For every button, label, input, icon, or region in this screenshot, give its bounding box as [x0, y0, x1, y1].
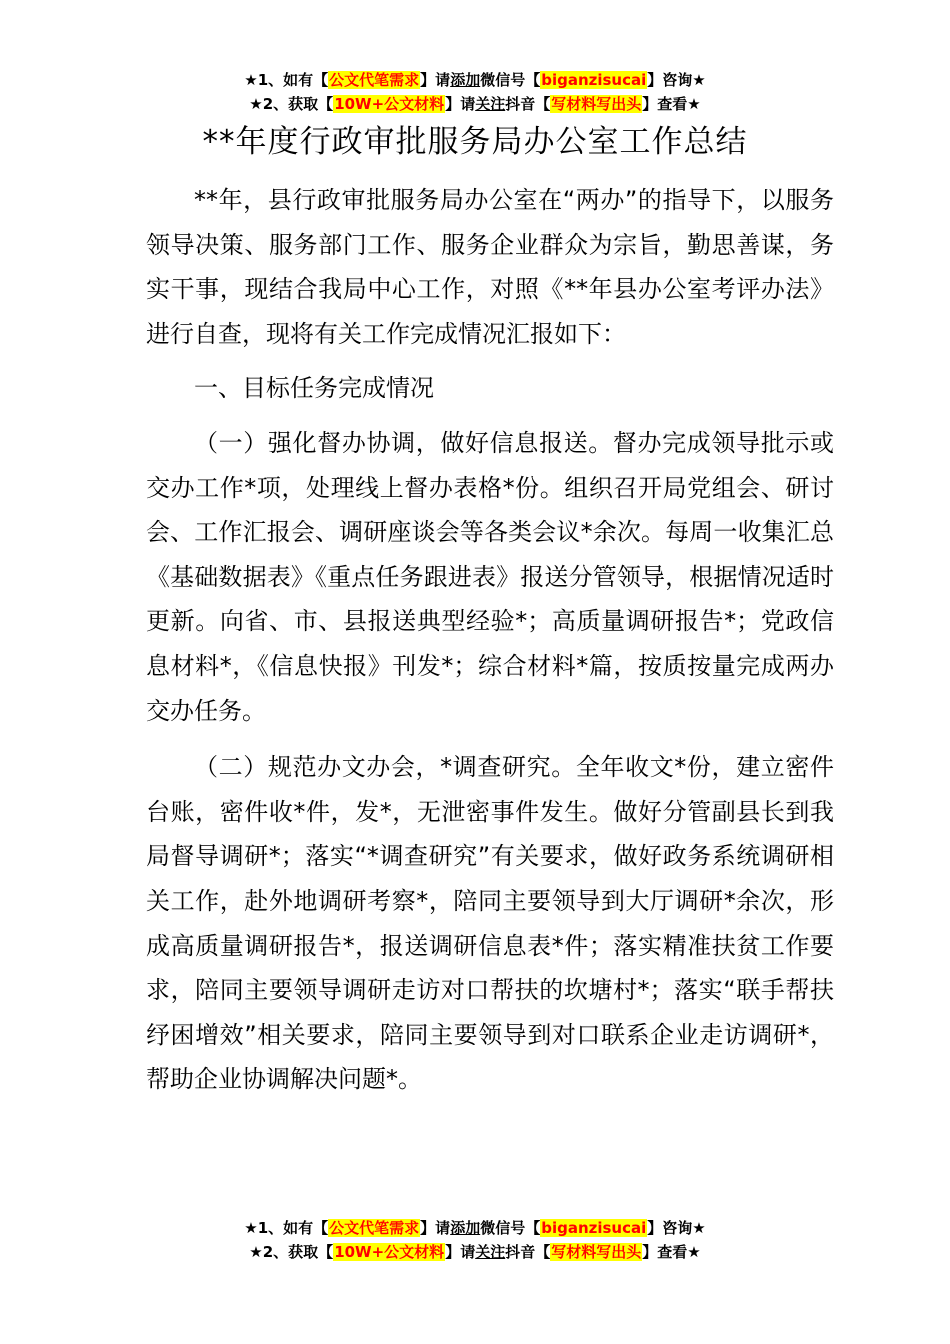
- banner-text: 】请: [445, 1243, 476, 1261]
- banner-underlined-text: 添加: [450, 1219, 481, 1237]
- banner-underlined-text: 关注: [475, 1243, 506, 1261]
- banner-text: 】咨询★: [647, 71, 706, 89]
- banner-highlight: 写材料写出头: [551, 1243, 642, 1261]
- banner-text: 抖音【: [505, 1243, 551, 1261]
- banner-text: 】查看★: [642, 1243, 701, 1261]
- banner-text: ★2、获取【: [249, 95, 334, 113]
- banner-line-2: [0, 1240, 950, 1264]
- banner-line-2: [0, 92, 950, 116]
- banner-text: 】请: [445, 95, 476, 113]
- banner-text: 】请: [420, 71, 451, 89]
- banner-text: 微信号【: [480, 71, 541, 89]
- document-title: **年度行政审批服务局办公室工作总结: [202, 124, 748, 160]
- banner-line-1: [0, 1216, 950, 1240]
- banner-highlight: 公文代笔需求: [329, 71, 420, 89]
- banner-line-1: [0, 68, 950, 92]
- banner-text: ★1、如有【: [244, 71, 329, 89]
- banner-highlight: 10W+公文材料: [334, 95, 445, 113]
- banner-text: ★2、获取【: [249, 1243, 334, 1261]
- banner-text: 】咨询★: [647, 1219, 706, 1237]
- banner-text: 微信号【: [480, 1219, 541, 1237]
- banner-text: 抖音【: [505, 95, 551, 113]
- document-body: [146, 178, 834, 1102]
- paragraph-section-1: （一）强化督办协调，做好信息报送。督办完成领导批示或交办工作*项，处理线上督办表格*份。组织召开局党组会、研讨会、工作汇报会、调研座谈会等各类会议*余次。每周一收集汇总《基础数据表》《重点任务跟进表》报送分管领导，根据情况适时更新。向省、市、县报送典型经验*；高质量调研报告*；党政信息材料*，《信息快报》刊发*；综合材料*篇，按质按量完成两办交办任务。: [146, 428, 834, 725]
- paragraph-section-2: （二）规范办文办会，*调查研究。全年收文*份，建立密件台账，密件收*件，发*，无泄密事件发生。做好分管副县长到我局督导调研*；落实“*调查研究”有关要求，做好政务系统调研相关工作，赴外地调研考察*，陪同主要领导到大厅调研*余次，形成高质量调研报告*，报送调研信息表*件；落实精准扶贫工作要求，陪同主要领导调研走访对口帮扶的坎塘村*；落实“联手帮扶纾困增效”相关要求，陪同主要领导到对口联系企业走访调研*，帮助企业协调解决问题*。: [146, 753, 834, 1094]
- header-banner: [0, 68, 950, 116]
- banner-underlined-text: 添加: [450, 71, 481, 89]
- banner-text: ★1、如有【: [244, 1219, 329, 1237]
- footer-banner: [0, 1216, 950, 1264]
- banner-highlight: 10W+公文材料: [334, 1243, 445, 1261]
- banner-highlight: biganzisucai: [541, 1219, 647, 1237]
- section-heading: 一、目标任务完成情况: [194, 374, 434, 403]
- banner-underlined-text: 关注: [475, 95, 506, 113]
- banner-highlight: 写材料写出头: [551, 95, 642, 113]
- banner-text: 】请: [420, 1219, 451, 1237]
- banner-text: 】查看★: [642, 95, 701, 113]
- banner-highlight: biganzisucai: [541, 71, 647, 89]
- banner-highlight: 公文代笔需求: [329, 1219, 420, 1237]
- paragraph-intro: **年，县行政审批服务局办公室在“两办”的指导下，以服务领导决策、服务部门工作、服务企业群众为宗旨，勤思善谋，务实干事，现结合我局中心工作，对照《**年县办公室考评办法》进行自查，现将有关工作完成情况汇报如下：: [146, 186, 834, 348]
